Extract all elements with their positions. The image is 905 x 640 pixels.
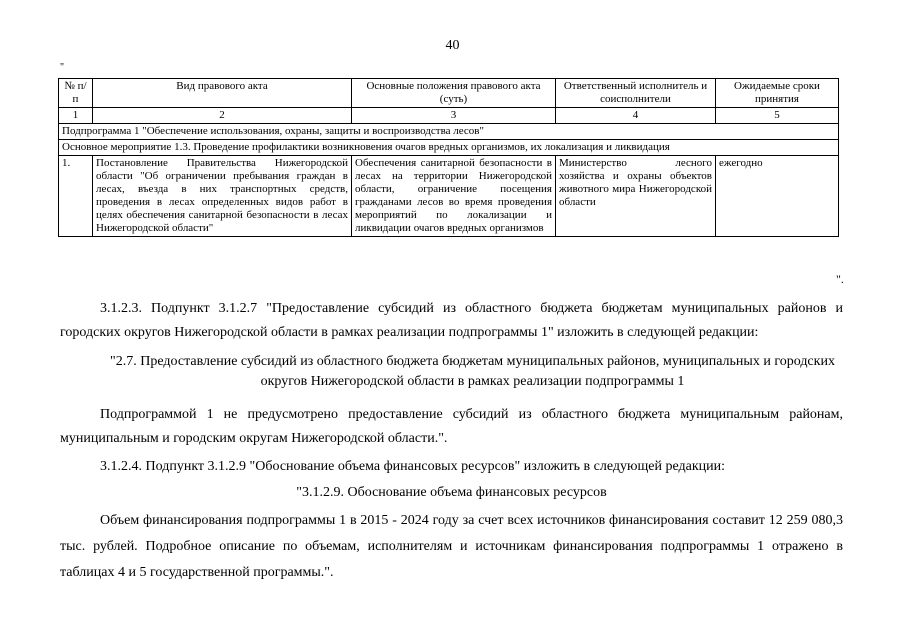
table-header-row <box>59 79 839 108</box>
column-number: 4 <box>556 108 716 124</box>
column-number-row <box>59 108 839 124</box>
row-deadline: ежегодно <box>716 156 839 237</box>
paragraph-2-7: "2.7. Предоставление субсидий из областного бюджета бюджетам муниципальных районов, муниципальных и городских округов Нижегородской области в рамках реализации подпрограммы 1 <box>110 354 835 389</box>
column-number: 3 <box>352 108 556 124</box>
column-number: 1 <box>59 108 93 124</box>
measure-title: Основное мероприятие 1.3. Проведение профилактики возникновения очагов вредных организмов, их локализация и ликвидация <box>59 140 839 156</box>
table-close-quote: ". <box>836 272 844 286</box>
paragraph-financing: Объем финансирования подпрограммы 1 в 2015 - 2024 году за счет всех источников финансирования составит 12 259 080,3 тыс. рублей. Подробное описание по объемам, исполнителям и источникам финансирования подпрограммы 1 отражено в таблицах 4 и 5 государственной программы.". <box>60 513 843 580</box>
row-provisions: Обеспечения санитарной безопасности в лесах на территории Нижегородской области, ограничение посещения гражданами лесов во время проведения мероприятий по локализации и ликвидации очагов вредных организмов <box>352 156 556 237</box>
paragraph-3-1-2-4: 3.1.2.4. Подпункт 3.1.2.9 "Обоснование объема финансовых ресурсов" изложить в следующей редакции: <box>100 459 725 474</box>
header-number: № п/п <box>59 79 93 108</box>
measure-row <box>59 140 839 156</box>
header-deadline: Ожидаемые сроки принятия <box>716 79 839 108</box>
column-number: 2 <box>93 108 352 124</box>
page-number: 40 <box>445 38 460 53</box>
legal-acts-table <box>58 78 839 237</box>
paragraph-3-1-2-3: 3.1.2.3. Подпункт 3.1.2.7 "Предоставление субсидий из областного бюджета бюджетам муниципальных районов и городских округов Нижегородской области в рамках реализации подпрограммы 1" изложить в следующей редакции: <box>60 301 843 340</box>
paragraph-3-1-2-9-title: "3.1.2.9. Обоснование объема финансовых ресурсов <box>296 485 607 500</box>
header-executor: Ответственный исполнитель и соисполнители <box>556 79 716 108</box>
column-number: 5 <box>716 108 839 124</box>
paragraph-subprogram-note: Подпрограммой 1 не предусмотрено предоставление субсидий из областного бюджета муниципальным районам, муниципальным и городским округам Нижегородской области.". <box>60 407 843 446</box>
row-number: 1. <box>59 156 93 237</box>
table-row <box>59 156 839 237</box>
row-act-type: Постановление Правительства Нижегородской области "Об ограничении пребывания граждан в лесах, въезда в них транспортных средств, проведения в лесах определенных видов работ в целях обеспечения санитарной безопасности в лесах Нижегородской области" <box>93 156 352 237</box>
row-executor: Министерство лесного хозяйства и охраны объектов животного мира Нижегородской области <box>556 156 716 237</box>
header-provisions: Основные положения правового акта (суть) <box>352 79 556 108</box>
subprogram-row <box>59 124 839 140</box>
subprogram-title: Подпрограмма 1 "Обеспечение использования, охраны, защиты и воспроизводства лесов" <box>59 124 839 140</box>
table-open-quote: " <box>60 62 65 73</box>
header-act-type: Вид правового акта <box>93 79 352 108</box>
